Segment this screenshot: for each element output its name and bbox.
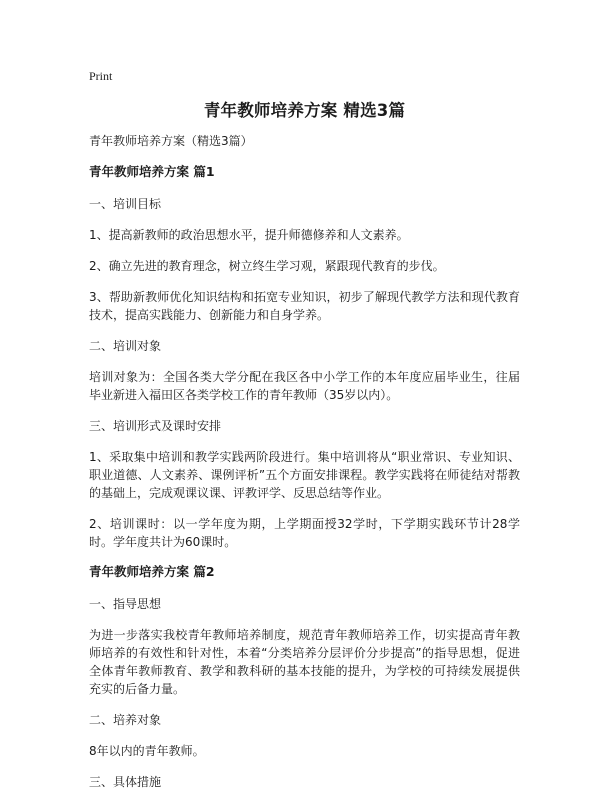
subheading-guiding-principle: 一、指导思想 [89, 597, 162, 611]
subheading-training-goals: 一、培训目标 [89, 197, 162, 211]
print-link[interactable]: Print [89, 69, 113, 83]
section-heading-1: 青年教师培养方案 篇1 [89, 164, 215, 179]
paragraph-format-1: 1、采取集中培训和教学实践两阶段进行。集中培训将从“职业常识、专业知识、职业道德、人文素养、课例评析”五个方面安排课程。教学实践将在师徒结对帮教的基础上，完成观课议课、评教评学、反思总结等作业。 [89, 450, 520, 500]
paragraph-training-targets: 培训对象为：全国各类大学分配在我区各中小学工作的本年度应届毕业生，往届毕业新进入福田区各类学校工作的青年教师（35岁以内）。 [89, 370, 520, 402]
paragraph-cultivation-targets: 8年以内的青年教师。 [89, 744, 205, 758]
paragraph-format-2: 2、培训课时：以一学年度为期，上学期面授32学时，下学期实践环节计28学时。学年度共计为60课时。 [89, 517, 520, 549]
page-title: 青年教师培养方案 精选3篇 [203, 101, 406, 120]
subheading-training-format: 三、培训形式及课时安排 [89, 419, 222, 433]
paragraph-goal-3: 3、帮助新教师优化知识结构和拓宽专业知识，初步了解现代教学方法和现代教育技术，提高实践能力、创新能力和自身学养。 [89, 290, 520, 322]
paragraph-guiding-principle: 为进一步落实我校青年教师培养制度，规范青年教师培养工作，切实提高青年教师培养的有效性和针对性，本着“分类培养分层评价分步提高”的指导思想，促进全体青年教师教育、教学和教科研的基本技能的提升，为学校的可持续发展提供充实的后备力量。 [89, 628, 520, 696]
paragraph-goal-2: 2、确立先进的教育理念，树立终生学习观，紧跟现代教育的步伐。 [89, 259, 445, 273]
document-subtitle: 青年教师培养方案（精选3篇） [89, 134, 253, 148]
subheading-training-targets: 二、培训对象 [89, 339, 162, 353]
paragraph-goal-1: 1、提高新教师的政治思想水平，提升师德修养和人文素养。 [89, 228, 409, 242]
subheading-specific-measures: 三、具体措施 [89, 775, 162, 789]
subheading-cultivation-targets: 二、培养对象 [89, 713, 162, 727]
section-heading-2: 青年教师培养方案 篇2 [89, 564, 215, 579]
